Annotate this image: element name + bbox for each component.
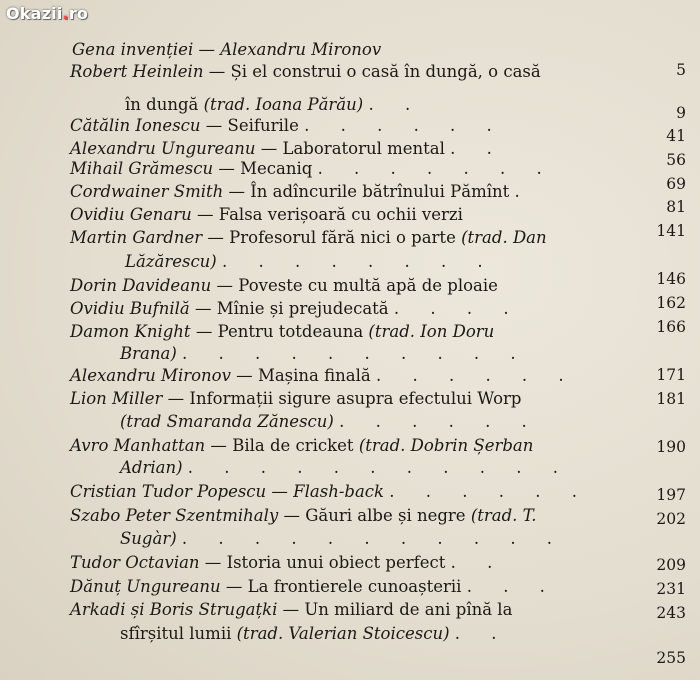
toc-entry	[120, 412, 540, 432]
entry-author: Arkadi și Boris Strugațki	[70, 600, 278, 619]
entry-title: Mașina finală	[257, 366, 371, 385]
toc-entry	[70, 159, 555, 179]
entry-title: În adîncurile bătrînului Pămînt	[250, 182, 510, 201]
toc-entry	[70, 299, 522, 319]
entry-separator: —	[223, 182, 251, 201]
entry-separator: —	[189, 299, 217, 318]
entry-translator: (trad. Valerian Stoicescu)	[236, 624, 450, 643]
watermark-dot: .	[62, 4, 69, 23]
toc-entry	[70, 553, 505, 573]
entry-page-number: 81	[666, 198, 686, 216]
entry-leader-dots: . . . . . . .	[317, 159, 555, 178]
entry-title: Profesorul fără nici o parte	[229, 228, 456, 247]
entry-leader-dots: . . . .	[393, 299, 522, 318]
entry-author: Szabo Peter Szentmihaly	[70, 506, 279, 525]
toc-entry	[70, 276, 498, 296]
toc-entry	[125, 95, 423, 115]
watermark-suffix: ro	[68, 4, 89, 23]
toc-entry	[72, 40, 381, 60]
entry-leader-dots: . . . . . .	[304, 116, 505, 135]
entry-leader-dots: . . . . . . . .	[222, 252, 496, 271]
entry-leader-dots: . . . . . . . . . . .	[181, 529, 566, 548]
entry-leader-dots: . .	[454, 624, 510, 643]
entry-author: Damon Knight	[70, 322, 191, 341]
entry-title: Mecaniq	[240, 159, 313, 178]
toc-entry	[70, 139, 505, 159]
entry-page-number: 146	[656, 270, 686, 288]
entry-leader-dots: . . . . . . . . . . .	[187, 458, 571, 477]
entry-translator: Sugàr)	[120, 529, 177, 548]
entry-author: Martin Gardner	[70, 228, 203, 247]
entry-page-number: 255	[656, 649, 686, 667]
entry-separator: —	[255, 139, 283, 158]
entry-author: Tudor Octavian	[70, 553, 200, 572]
toc-entry	[70, 600, 512, 620]
toc-entry	[70, 322, 494, 342]
entry-page-number: 209	[656, 556, 686, 574]
entry-author: Alexandru Ungureanu	[70, 139, 256, 158]
entry-title: Pentru totdeauna	[217, 322, 364, 341]
entry-title: Informații sigure asupra efectului Worp	[189, 389, 522, 408]
toc-entry	[120, 624, 510, 644]
entry-separator: —	[205, 436, 233, 455]
toc-entry	[70, 389, 521, 409]
toc-entry	[125, 252, 496, 272]
entry-page-number: 231	[656, 580, 686, 598]
entry-author: Dănuț Ungureanu	[70, 577, 221, 596]
toc-entry	[70, 116, 505, 136]
entry-translator: (trad Smaranda Zănescu)	[120, 412, 334, 431]
entry-author: Ovidiu Genaru	[70, 205, 192, 224]
toc-entry	[70, 205, 463, 225]
entry-translator: (trad. Ion Doru	[368, 322, 495, 341]
toc-entry	[70, 366, 577, 386]
entry-separator: —	[191, 205, 219, 224]
entry-title: Falsa verișoară cu ochii verzi	[218, 205, 463, 224]
entry-separator: —	[213, 159, 241, 178]
entry-author: Cătălin Ionescu	[70, 116, 201, 135]
entry-author: Alexandru Mironov	[70, 366, 231, 385]
toc-entry	[120, 458, 571, 478]
entry-separator: —	[203, 62, 231, 81]
entry-translator: Brana)	[120, 344, 177, 363]
entry-separator: —	[266, 482, 294, 501]
entry-author: Lion Miller	[70, 389, 163, 408]
entry-page-number: 5	[676, 61, 686, 79]
entry-separator: —	[278, 506, 306, 525]
entry-page-number: 141	[656, 222, 686, 240]
entry-leader-dots: . .	[368, 95, 424, 114]
toc-entry	[120, 529, 565, 549]
entry-page-number: 171	[656, 366, 686, 384]
entry-separator: —	[202, 228, 230, 247]
entry-separator: —	[200, 116, 228, 135]
entry-leader-dots: . . . . . . . . . .	[182, 344, 529, 363]
entry-leader-dots: . . . . . .	[339, 412, 540, 431]
entry-author: Gena invenției	[72, 40, 194, 59]
entry-separator: —	[199, 553, 227, 572]
entry-translator: Adrian)	[120, 458, 183, 477]
entry-leader-dots: .	[514, 182, 533, 201]
entry-title: în dungă	[125, 95, 199, 114]
entry-translator: Lăzărescu)	[125, 252, 217, 271]
entry-page-number: 69	[666, 175, 686, 193]
entry-separator: —	[193, 40, 221, 59]
entry-title: Laboratorul mental	[282, 139, 445, 158]
entry-page-number: 181	[656, 390, 686, 408]
entry-leader-dots: . . . . . .	[375, 366, 577, 385]
toc-entry	[70, 506, 537, 526]
entry-translator: (trad. T.	[470, 506, 537, 525]
entry-page-number: 166	[656, 318, 686, 336]
toc-entry	[70, 577, 558, 597]
entry-leader-dots: . .	[450, 139, 505, 158]
entry-translator: (trad. Dobrin Șerban	[358, 436, 534, 455]
entry-separator: —	[220, 577, 248, 596]
entry-separator: —	[230, 366, 258, 385]
toc-entry	[70, 62, 541, 82]
entry-page-number: 243	[656, 604, 686, 622]
entry-title: Un miliard de ani pînă la	[304, 600, 513, 619]
entry-page-number: 197	[656, 486, 686, 504]
entry-author: Cordwainer Smith	[70, 182, 224, 201]
entry-author: Ovidiu Bufnilă	[70, 299, 190, 318]
entry-page-number: 190	[656, 438, 686, 456]
entry-title: Flash-back	[293, 482, 385, 501]
entry-title: La frontierele cunoașterii	[247, 577, 462, 596]
toc-entry	[120, 344, 529, 364]
entry-title: Istoria unui obiect perfect	[226, 553, 446, 572]
entry-page-number: 202	[656, 510, 686, 528]
entry-leader-dots: . . .	[466, 577, 558, 596]
entry-title: Mînie și prejudecată	[216, 299, 389, 318]
entry-author: Mihail Grămescu	[70, 159, 214, 178]
entry-page-number: 9	[676, 104, 686, 122]
toc-entry	[70, 182, 533, 202]
entry-translator: (trad. Dan	[461, 228, 547, 247]
watermark-prefix: Okazii	[6, 4, 63, 23]
entry-separator: —	[190, 322, 218, 341]
entry-page-number: 41	[666, 127, 686, 145]
entry-title: Găuri albe și negre	[305, 506, 466, 525]
entry-leader-dots: . . . . . .	[389, 482, 590, 501]
entry-title: sfîrșitul lumii	[120, 624, 232, 643]
entry-author: Robert Heinlein	[70, 62, 204, 81]
entry-author: Dorin Davideanu	[70, 276, 212, 295]
toc-entry	[70, 436, 533, 456]
entry-title: Poveste cu multă apă de ploaie	[238, 276, 498, 295]
entry-separator: —	[277, 600, 305, 619]
entry-separator: —	[162, 389, 190, 408]
entry-page-number: 56	[666, 151, 686, 169]
toc-entry	[70, 228, 547, 248]
entry-title: Alexandru Mironov	[220, 40, 382, 59]
entry-author: Avro Manhattan	[70, 436, 206, 455]
entry-leader-dots: . .	[450, 553, 506, 572]
entry-translator: (trad. Ioana Părău)	[203, 95, 364, 114]
entry-separator: —	[211, 276, 239, 295]
toc-entry	[70, 482, 590, 502]
entry-title: Bila de cricket	[232, 436, 354, 455]
entry-title: Seifurile	[227, 116, 299, 135]
entry-title: Și el construi o casă în dungă, o casă	[230, 62, 541, 81]
entry-page-number: 162	[656, 294, 686, 312]
entry-author: Cristian Tudor Popescu	[70, 482, 267, 501]
